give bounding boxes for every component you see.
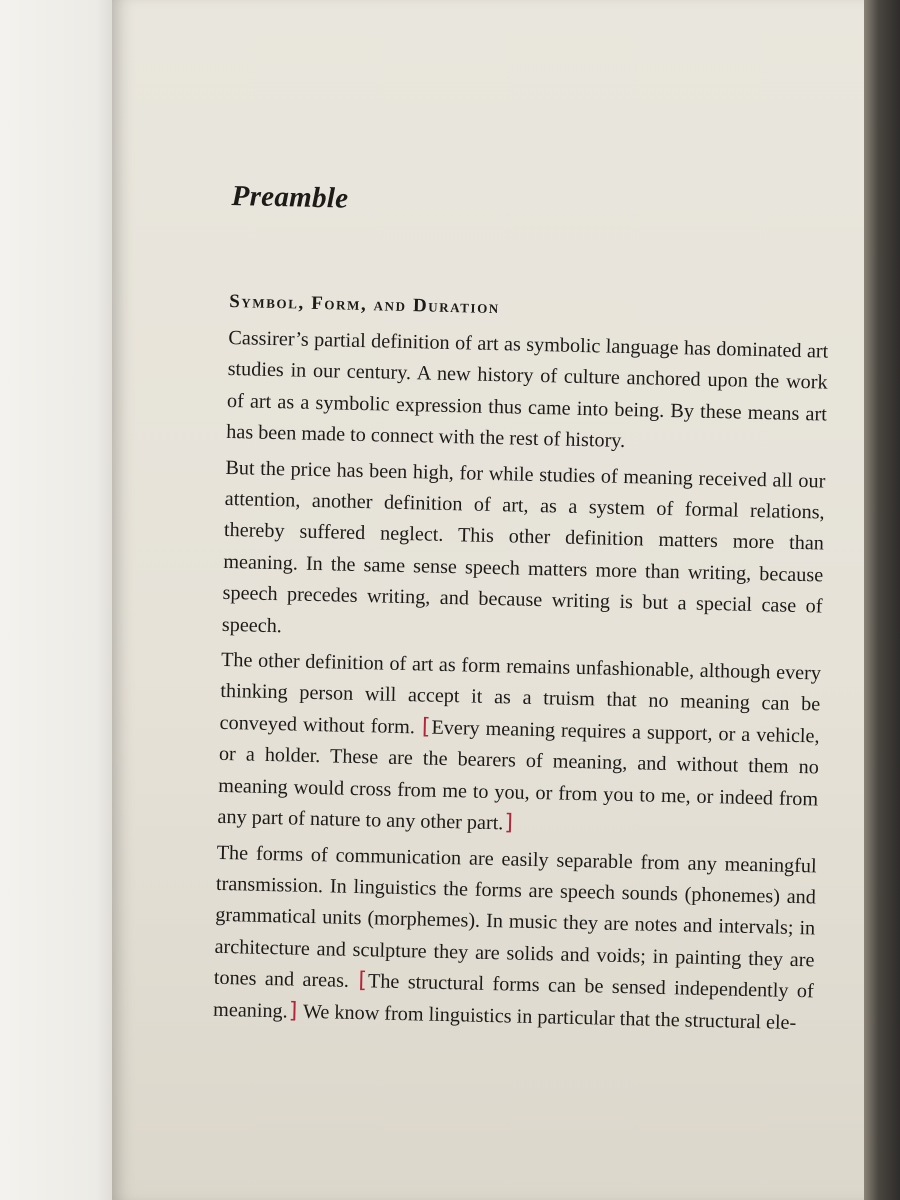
chapter-title: Preamble <box>231 180 349 215</box>
close-bracket-annotation-icon: ] <box>504 810 514 836</box>
paragraph-3-text: The other definition of art as form remains unfashionable, although every thinking person will accept it as a truism that no meaning can be conveyed without form. <box>219 648 822 739</box>
paragraph-1: Cassirer’s partial definition of art as symbolic language has dominated art studies in our century. A new history of culture anchored upon the work of art as a symbolic expression thus came into being. By these means art has been made to connect with the rest of history. <box>226 326 829 453</box>
open-bracket-annotation-icon: [ <box>358 968 368 994</box>
paragraph-4-text: The forms of communication are easily separable from any meaningful transmission. In linguistics the forms are speech sounds (phonemes) and grammatical units (morphemes). In music they are notes and intervals; in architecture and sculpture they are solids and voids; in painting they are tones and areas. <box>213 841 817 992</box>
page-stack-edge <box>864 0 900 1200</box>
open-bracket-annotation-icon: [ <box>421 714 431 740</box>
page-text-block <box>213 180 832 1043</box>
facing-page <box>0 0 120 1200</box>
paragraph-3 <box>217 645 821 847</box>
paragraph-2: But the price has been high, for while studies of meaning received all our attention, another definition of art, as a system of formal relations, thereby suffered neglect. This other definition matters more than meaning. In the same sense speech matters more than writing, because speech precedes writing, and because writing is but a special case of speech. <box>221 456 826 637</box>
marked-passage-2: The structural forms can be sensed independently of meaning. <box>212 970 814 1023</box>
marked-passage-1: Every meaning requires a support, or a vehicle, or a holder. These are the bearers of meaning, and without them no meaning would cross from me to you, or from you to me, or indeed from any part of nature to any other part. <box>217 716 820 835</box>
paragraph-4 <box>213 837 817 1039</box>
close-bracket-annotation-icon: ] <box>288 998 298 1024</box>
section-heading: Symbol, Form, and Duration <box>229 290 501 319</box>
book-page <box>112 0 872 1200</box>
paragraph-4-continuation: We know from linguistics in particular that the structural ele- <box>302 1000 797 1034</box>
